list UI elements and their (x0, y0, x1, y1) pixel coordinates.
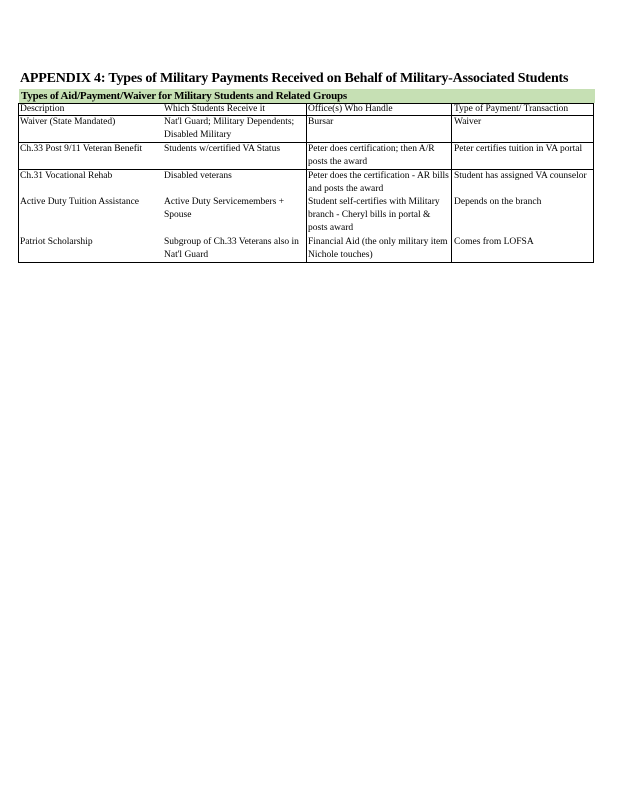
table-cell: Bursar (308, 117, 334, 127)
table-cell: Ch.31 Vocational Rehab (20, 171, 113, 181)
table-cell: Waiver (454, 117, 482, 127)
section-header-text: Types of Aid/Payment/Waiver for Military Students and Related Groups (21, 90, 347, 102)
table-cell: Waiver (State Mandated) (20, 117, 116, 127)
table-cell: Peter certifies tuition in VA portal (454, 144, 583, 154)
payments-table (18, 103, 594, 263)
table-cell: Patriot Scholarship (20, 237, 93, 247)
table-cell: Students w/certified VA Status (164, 144, 281, 154)
header-description: Description (20, 104, 65, 114)
section-header-band (19, 89, 595, 103)
table-cell: Peter does the certification - AR bills and posts the award (308, 171, 449, 194)
table-cell: Subgroup of Ch.33 Veterans also in Nat'l Guard (164, 237, 299, 260)
page-title: APPENDIX 4: Types of Military Payments Received on Behalf of Military-Associated Students (20, 71, 569, 86)
table-cell: Student self-certifies with Military branch - Cheryl bills in portal & posts award (308, 197, 440, 233)
header-which-students: Which Students Receive it (164, 104, 266, 114)
header-offices: Office(s) Who Handle (308, 104, 393, 114)
table-cell: Student has assigned VA counselor (454, 171, 587, 181)
table-cell: Active Duty Servicemembers + Spouse (164, 197, 285, 220)
table-cell: Comes from LOFSA (454, 237, 534, 247)
table-cell: Depends on the branch (454, 197, 542, 207)
table-cell: Active Duty Tuition Assistance (20, 197, 140, 207)
table-cell: Ch.33 Post 9/11 Veteran Benefit (20, 144, 143, 154)
table-cell: Financial Aid (the only military item Nichole touches) (308, 237, 448, 260)
table-cell: Nat'l Guard; Military Dependents; Disabled Military (164, 117, 295, 140)
table-cell: Disabled veterans (164, 171, 232, 181)
table-cell: Peter does certification; then A/R posts the award (308, 144, 435, 167)
header-type-of-payment: Type of Payment/ Transaction (454, 104, 569, 114)
column-rule (306, 104, 307, 262)
